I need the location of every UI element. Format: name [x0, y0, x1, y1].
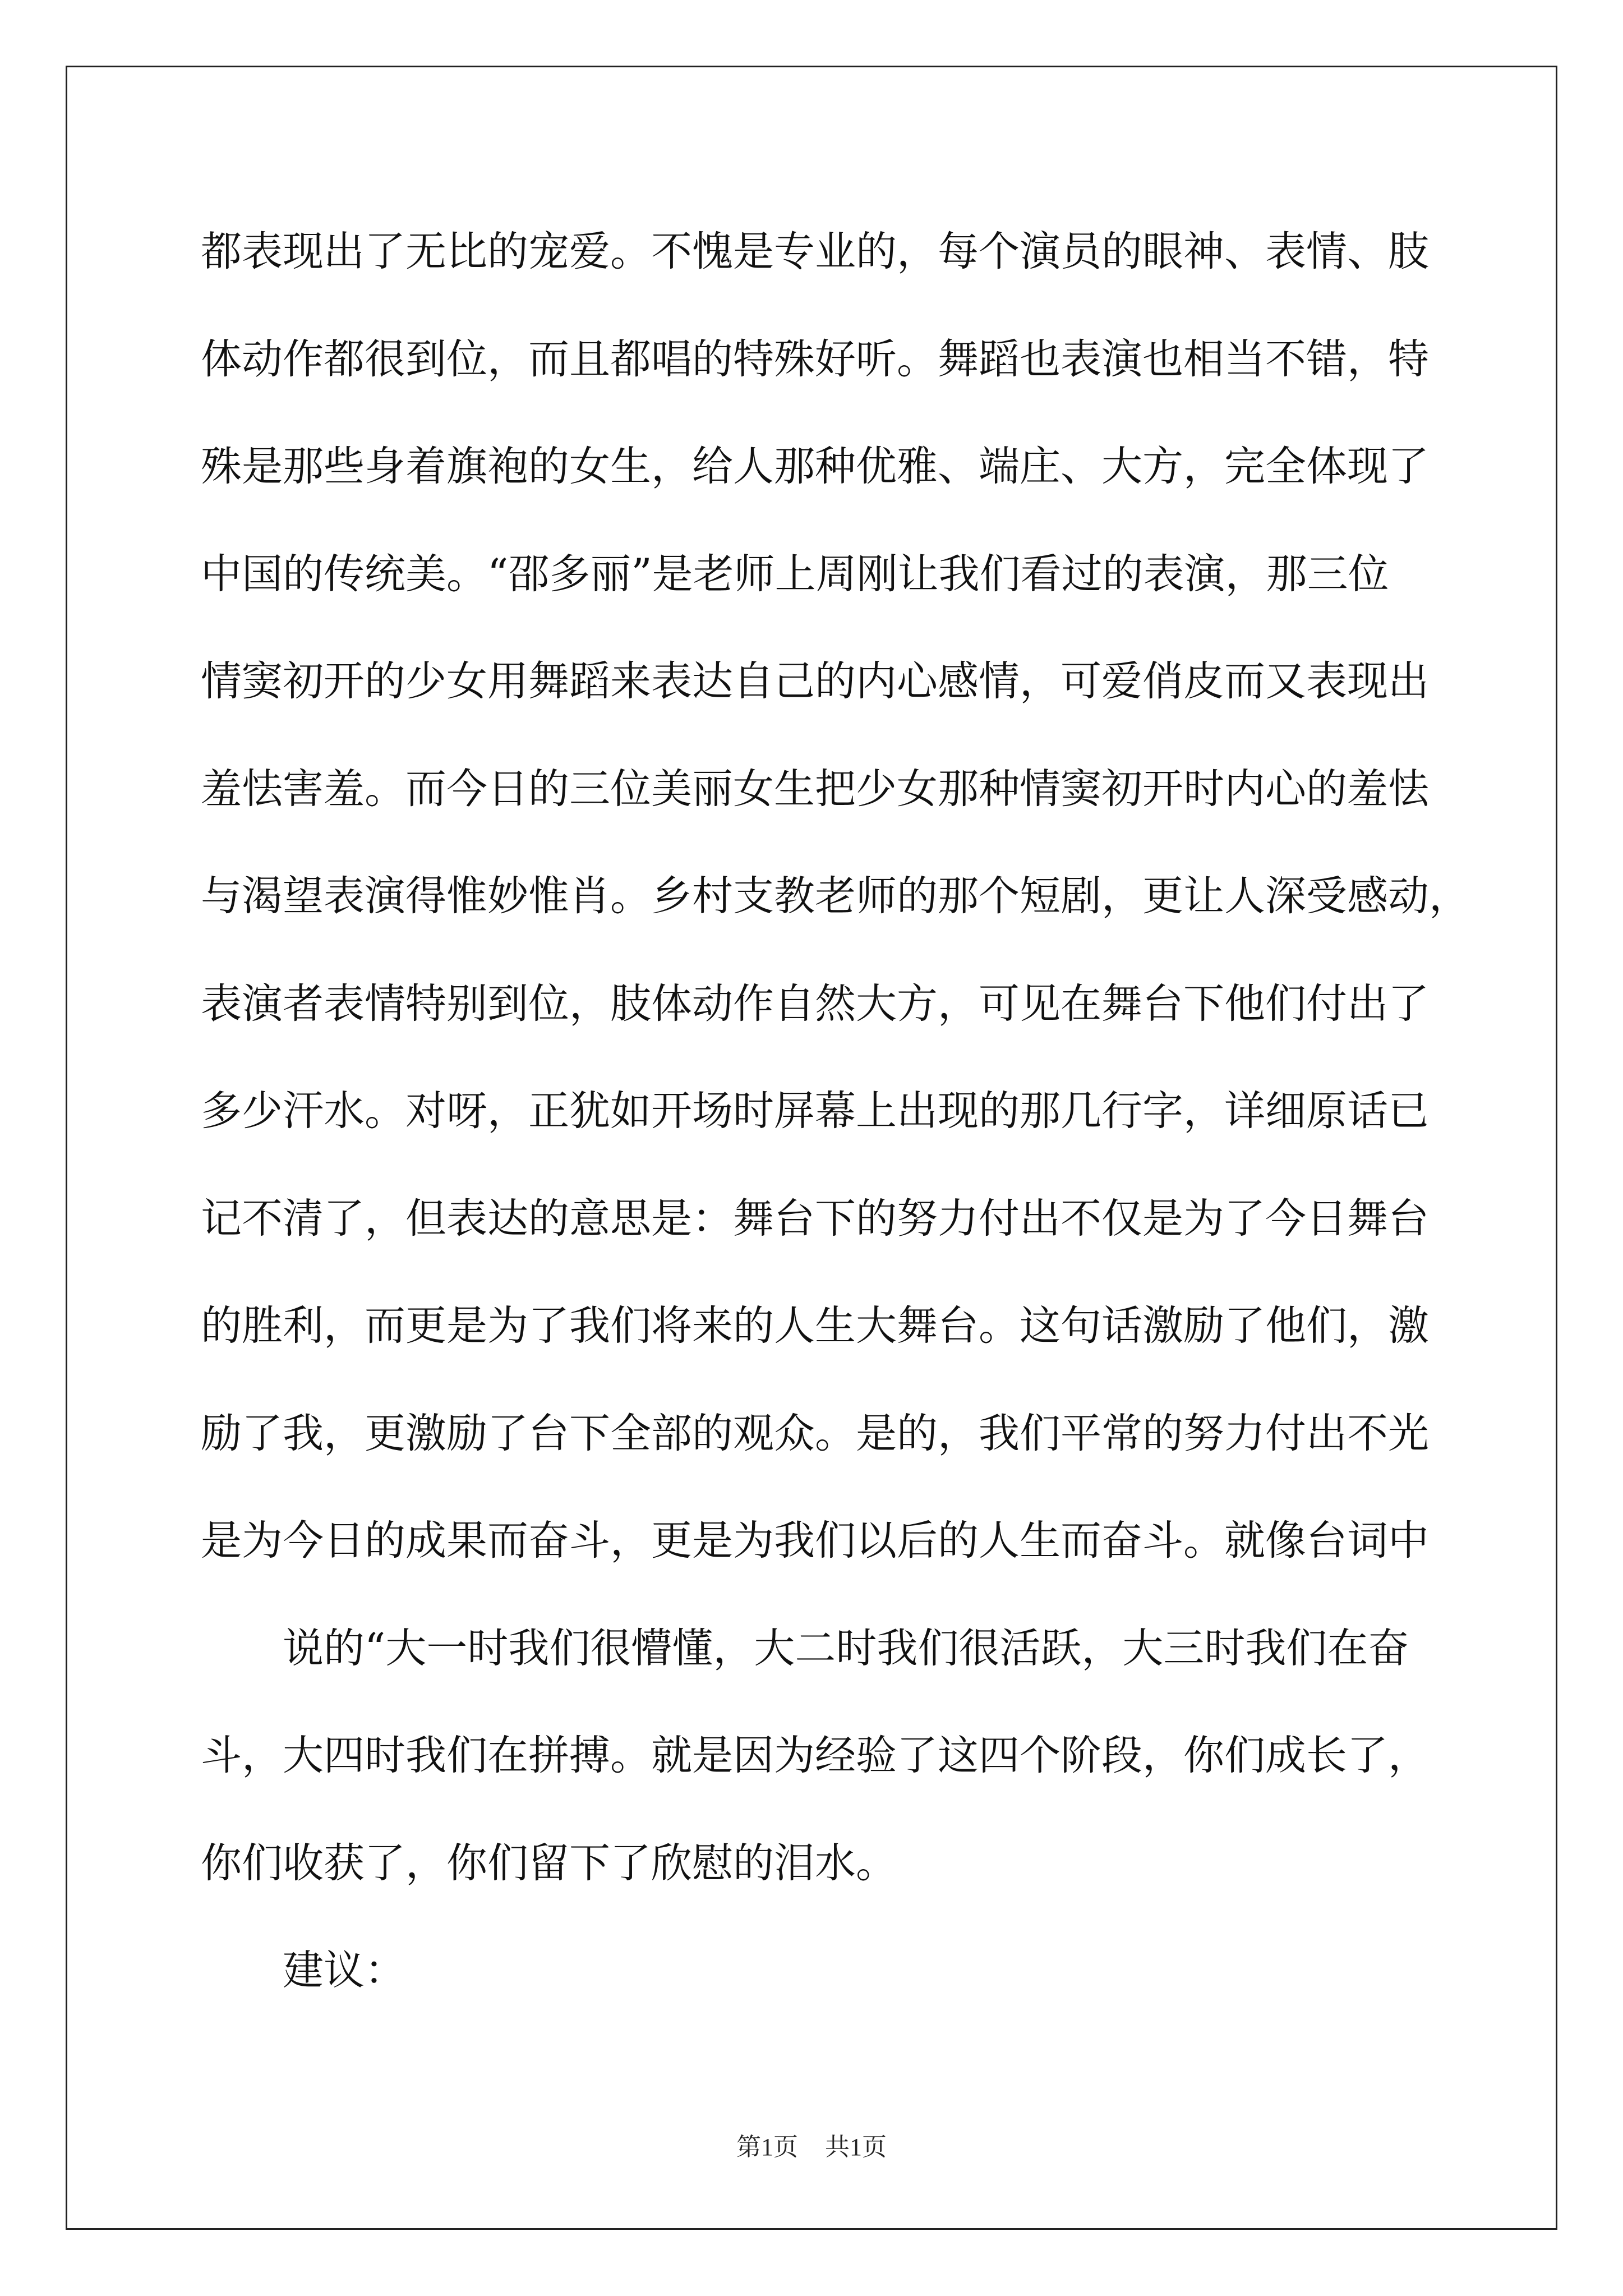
body-text — [201, 198, 1507, 2024]
section-heading: 建议： — [283, 1947, 405, 1994]
text-line: 体动作都很到位，而且都唱的特殊好听。舞蹈也表演也相当不错，特 — [201, 335, 1429, 383]
page-total-label: 共1页 — [825, 2133, 887, 2161]
text-line: 羞怯害羞。而今日的三位美丽女生把少女那种情窦初开时内心的羞怯 — [201, 765, 1429, 813]
text-line: 与渴望表演得惟妙惟肖。乡村支教老师的那个短剧，更让人深受感动， — [201, 872, 1470, 920]
text-line: 记不清了，但表达的意思是：舞台下的努力付出不仅是为了今日舞台 — [201, 1194, 1429, 1243]
text-line: 殊是那些身着旗袍的女生，给人那种优雅、端庄、大方，完全体现了 — [201, 443, 1429, 490]
paragraph — [201, 1595, 1507, 1917]
text-line: 中国的传统美。“邵多丽”是老师上周刚让我们看过的表演，那三位 — [201, 550, 1389, 598]
paragraph — [201, 198, 1507, 1595]
text-line: 你们收获了，你们留下了欣慰的泪水。 — [201, 1839, 897, 1887]
text-line: 励了我，更激励了台下全部的观众。是的，我们平常的努力付出不光 — [201, 1409, 1429, 1457]
text-line: 都表现出了无比的宠爱。不愧是专业的，每个演员的眼神、表情、肢 — [201, 228, 1429, 275]
text-line: 说的“大一时我们很懵懂，大二时我们很活跃，大三时我们在奋 — [283, 1624, 1409, 1672]
text-line: 斗，大四时我们在拼搏。就是因为经验了这四个阶段，你们成长了， — [201, 1732, 1429, 1779]
text-line: 表演者表情特别到位，肢体动作自然大方，可见在舞台下他们付出了 — [201, 979, 1429, 1028]
page-footer — [0, 2132, 1623, 2163]
paragraph — [201, 1917, 1507, 2024]
text-line: 的胜利，而更是为了我们将来的人生大舞台。这句话激励了他们，激 — [201, 1302, 1429, 1350]
text-line: 情窦初开的少女用舞蹈来表达自己的内心感情，可爱俏皮而又表现出 — [201, 657, 1429, 705]
text-line: 多少汗水。对呀，正犹如开场时屏幕上出现的那几行字，详细原话已 — [201, 1087, 1429, 1135]
page-number-label: 第1页 — [736, 2133, 798, 2161]
text-line: 是为今日的成果而奋斗，更是为我们以后的人生而奋斗。就像台词中 — [201, 1517, 1429, 1565]
